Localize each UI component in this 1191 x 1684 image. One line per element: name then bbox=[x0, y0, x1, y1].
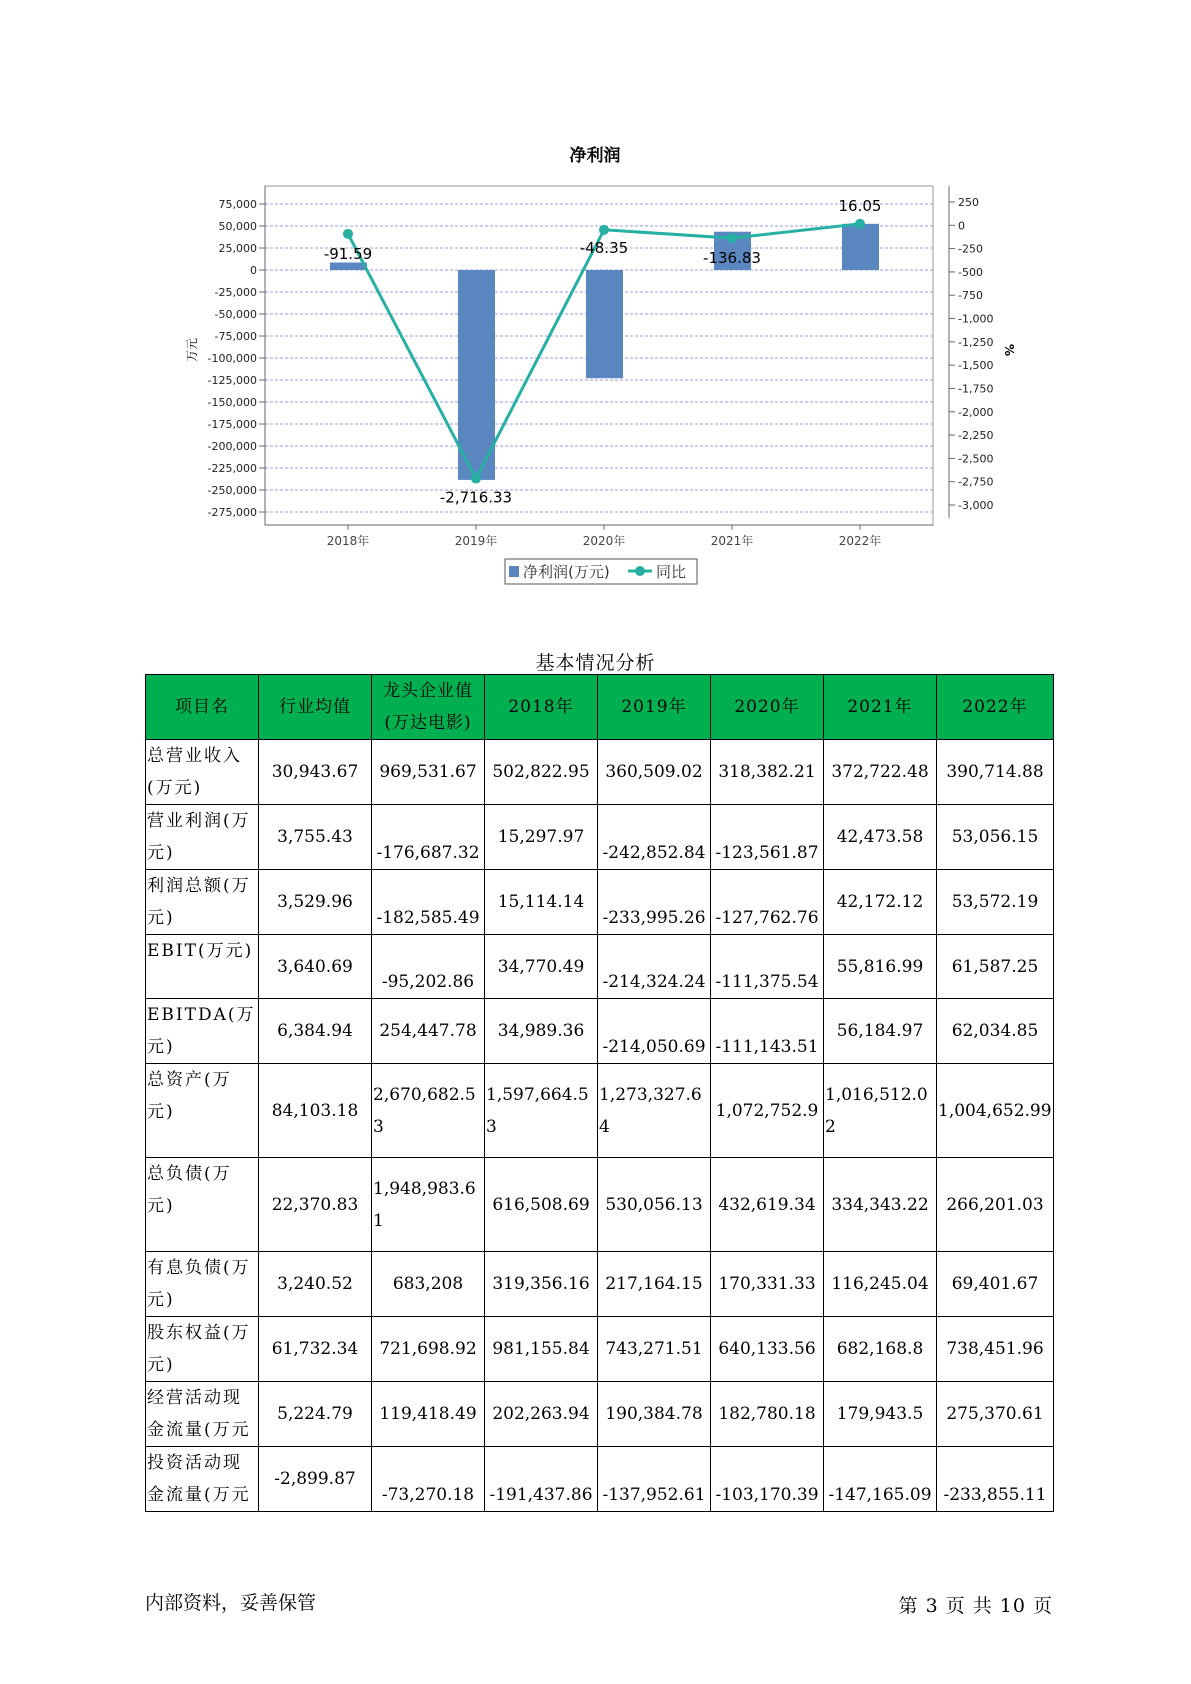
left-tick-label: 75,000 bbox=[218, 198, 257, 211]
value-cell: 53,572.19 bbox=[937, 870, 1054, 935]
table-title: 基本情况分析 bbox=[535, 652, 656, 674]
value-cell: 1,273,327.64 bbox=[598, 1064, 711, 1158]
table-header-row bbox=[146, 675, 1054, 740]
right-tick-label: -1,000 bbox=[958, 312, 994, 326]
row-label: 利润总额(万元) bbox=[146, 870, 259, 935]
value-cell: 1,004,652.99 bbox=[937, 1064, 1054, 1158]
row-label: EBIT(万元) bbox=[146, 935, 259, 999]
right-tick-label: -2,750 bbox=[958, 475, 994, 489]
value-cell: 62,034.85 bbox=[937, 999, 1054, 1064]
value-cell: 1,072,752.9 bbox=[711, 1064, 824, 1158]
footer-confidential-note: 内部资料，妥善保管 bbox=[145, 1592, 317, 1614]
left-tick-label: 50,000 bbox=[218, 220, 257, 233]
value-cell: -176,687.32 bbox=[372, 805, 485, 870]
value-cell: 61,732.34 bbox=[259, 1317, 372, 1382]
value-cell: 390,714.88 bbox=[937, 740, 1054, 805]
table-row bbox=[146, 1064, 1054, 1158]
left-tick-label: -25,000 bbox=[214, 286, 257, 299]
value-cell: 432,619.34 bbox=[711, 1158, 824, 1252]
right-tick-label: -1,750 bbox=[958, 382, 994, 396]
row-label: 经营活动现金流量(万元 bbox=[146, 1382, 259, 1447]
row-label: 有息负债(万元) bbox=[146, 1252, 259, 1317]
value-cell: 683,208 bbox=[372, 1252, 485, 1317]
value-cell: 179,943.5 bbox=[824, 1382, 937, 1447]
value-cell: 1,016,512.02 bbox=[824, 1064, 937, 1158]
table-row bbox=[146, 1158, 1054, 1252]
value-cell: -103,170.39 bbox=[711, 1447, 824, 1512]
left-tick-label: -250,000 bbox=[207, 484, 257, 497]
value-cell: 616,508.69 bbox=[485, 1158, 598, 1252]
row-label: 总资产(万元) bbox=[146, 1064, 259, 1158]
left-tick-label: -150,000 bbox=[207, 396, 257, 409]
left-axis-title: 万元 bbox=[185, 337, 199, 363]
table-row bbox=[146, 740, 1054, 805]
value-cell: -137,952.61 bbox=[598, 1447, 711, 1512]
right-tick-label: -3,000 bbox=[958, 499, 994, 512]
right-tick-label: -2,250 bbox=[958, 429, 994, 443]
value-cell: 56,184.97 bbox=[824, 999, 937, 1064]
table-row bbox=[146, 805, 1054, 870]
table-row bbox=[146, 870, 1054, 935]
value-cell: 530,056.13 bbox=[598, 1158, 711, 1252]
value-cell: -2,899.87 bbox=[259, 1447, 372, 1512]
yoy-data-label: -48.35 bbox=[579, 238, 629, 257]
value-cell: 42,473.58 bbox=[824, 805, 937, 870]
value-cell: 55,816.99 bbox=[824, 935, 937, 999]
row-label: 投资活动现金流量(万元 bbox=[146, 1447, 259, 1512]
value-cell: 1,948,983.61 bbox=[372, 1158, 485, 1252]
left-tick-label: -275,000 bbox=[207, 506, 257, 519]
value-cell: 30,943.67 bbox=[259, 740, 372, 805]
value-cell: -111,143.51 bbox=[711, 999, 824, 1064]
value-cell: 640,133.56 bbox=[711, 1317, 824, 1382]
left-tick-label: -175,000 bbox=[207, 418, 257, 431]
header-cell: 龙头企业值(万达电影) bbox=[372, 675, 485, 740]
value-cell: -191,437.86 bbox=[485, 1447, 598, 1512]
value-cell: 266,201.03 bbox=[937, 1158, 1054, 1252]
header-cell: 2022年 bbox=[937, 675, 1054, 740]
value-cell: -233,855.11 bbox=[937, 1447, 1054, 1512]
value-cell: 84,103.18 bbox=[259, 1064, 372, 1158]
value-cell: 2,670,682.53 bbox=[372, 1064, 485, 1158]
x-tick-label: 2020年 bbox=[582, 534, 626, 548]
value-cell: 319,356.16 bbox=[485, 1252, 598, 1317]
yoy-point bbox=[471, 474, 481, 484]
footer-page-number: 第 3 页 共 10 页 bbox=[898, 1595, 1053, 1617]
legend-bar-swatch bbox=[509, 566, 519, 577]
table-row bbox=[146, 1382, 1054, 1447]
value-cell: 34,989.36 bbox=[485, 999, 598, 1064]
net-profit-chart bbox=[0, 0, 1191, 600]
value-cell: 119,418.49 bbox=[372, 1382, 485, 1447]
value-cell: 69,401.67 bbox=[937, 1252, 1054, 1317]
bar bbox=[586, 270, 623, 378]
value-cell: -95,202.86 bbox=[372, 935, 485, 999]
value-cell: 190,384.78 bbox=[598, 1382, 711, 1447]
x-tick-label: 2019年 bbox=[454, 534, 498, 548]
yoy-data-label: -2,716.33 bbox=[439, 488, 513, 507]
value-cell: 116,245.04 bbox=[824, 1252, 937, 1317]
value-cell: -147,165.09 bbox=[824, 1447, 937, 1512]
value-cell: 3,240.52 bbox=[259, 1252, 372, 1317]
value-cell: 721,698.92 bbox=[372, 1317, 485, 1382]
x-tick-label: 2022年 bbox=[838, 534, 882, 548]
value-cell: -233,995.26 bbox=[598, 870, 711, 935]
value-cell: 202,263.94 bbox=[485, 1382, 598, 1447]
value-cell: -214,324.24 bbox=[598, 935, 711, 999]
yoy-data-label: 16.05 bbox=[838, 196, 882, 215]
right-tick-label: 250 bbox=[958, 196, 979, 209]
row-label: 总负债(万元) bbox=[146, 1158, 259, 1252]
left-tick-label: -100,000 bbox=[207, 352, 257, 365]
yoy-data-label: -136.83 bbox=[703, 249, 761, 268]
right-tick-label: -2,000 bbox=[958, 405, 994, 419]
value-cell: 15,114.14 bbox=[485, 870, 598, 935]
value-cell: 22,370.83 bbox=[259, 1158, 372, 1252]
value-cell: 61,587.25 bbox=[937, 935, 1054, 999]
value-cell: 254,447.78 bbox=[372, 999, 485, 1064]
value-cell: -182,585.49 bbox=[372, 870, 485, 935]
row-label: 总营业收入(万元) bbox=[146, 740, 259, 805]
bar bbox=[458, 270, 495, 480]
value-cell: 360,509.02 bbox=[598, 740, 711, 805]
value-cell: 372,722.48 bbox=[824, 740, 937, 805]
legend-line-label: 同比 bbox=[656, 563, 687, 581]
value-cell: -111,375.54 bbox=[711, 935, 824, 999]
legend-line-marker bbox=[635, 566, 645, 576]
bar bbox=[842, 224, 879, 270]
value-cell: 1,597,664.53 bbox=[485, 1064, 598, 1158]
value-cell: 3,755.43 bbox=[259, 805, 372, 870]
value-cell: 682,168.8 bbox=[824, 1317, 937, 1382]
right-tick-label: 0 bbox=[958, 219, 965, 233]
left-tick-label: -75,000 bbox=[214, 330, 257, 343]
value-cell: 738,451.96 bbox=[937, 1317, 1054, 1382]
value-cell: 981,155.84 bbox=[485, 1317, 598, 1382]
table-row bbox=[146, 1252, 1054, 1317]
header-cell: 行业均值 bbox=[259, 675, 372, 740]
left-tick-label: -125,000 bbox=[207, 374, 257, 387]
header-cell: 2020年 bbox=[711, 675, 824, 740]
yoy-point bbox=[343, 229, 353, 239]
yoy-point bbox=[855, 219, 865, 229]
left-tick-label: -50,000 bbox=[214, 308, 257, 321]
value-cell: 170,331.33 bbox=[711, 1252, 824, 1317]
left-tick-label: -225,000 bbox=[207, 462, 257, 475]
value-cell: 3,529.96 bbox=[259, 870, 372, 935]
value-cell: 15,297.97 bbox=[485, 805, 598, 870]
right-tick-label: -1,250 bbox=[958, 335, 994, 349]
table-row bbox=[146, 1447, 1054, 1512]
left-tick-label: 0 bbox=[250, 264, 257, 277]
value-cell: -214,050.69 bbox=[598, 999, 711, 1064]
value-cell: -73,270.18 bbox=[372, 1447, 485, 1512]
right-tick-label: -500 bbox=[958, 265, 983, 279]
value-cell: 6,384.94 bbox=[259, 999, 372, 1064]
right-tick-label: -2,500 bbox=[958, 452, 994, 466]
value-cell: 3,640.69 bbox=[259, 935, 372, 999]
x-tick-label: 2021年 bbox=[710, 534, 754, 548]
basic-analysis-table bbox=[145, 674, 1054, 1512]
header-cell: 项目名 bbox=[146, 675, 259, 740]
row-label: 股东权益(万元) bbox=[146, 1317, 259, 1382]
row-label: EBITDA(万元) bbox=[146, 999, 259, 1064]
left-tick-label: 25,000 bbox=[218, 242, 257, 255]
right-tick-label: -750 bbox=[958, 289, 983, 303]
value-cell: 217,164.15 bbox=[598, 1252, 711, 1317]
header-cell: 2019年 bbox=[598, 675, 711, 740]
table-row bbox=[146, 999, 1054, 1064]
value-cell: 502,822.95 bbox=[485, 740, 598, 805]
value-cell: 969,531.67 bbox=[372, 740, 485, 805]
value-cell: 743,271.51 bbox=[598, 1317, 711, 1382]
x-tick-label: 2018年 bbox=[326, 534, 370, 548]
yoy-data-label: -91.59 bbox=[323, 244, 373, 263]
value-cell: -123,561.87 bbox=[711, 805, 824, 870]
value-cell: -127,762.76 bbox=[711, 870, 824, 935]
row-label: 营业利润(万元) bbox=[146, 805, 259, 870]
yoy-point bbox=[727, 233, 737, 243]
right-tick-label: -250 bbox=[958, 242, 983, 256]
legend-bar-label: 净利润(万元) bbox=[523, 563, 610, 581]
header-cell: 2021年 bbox=[824, 675, 937, 740]
yoy-point bbox=[599, 225, 609, 235]
bar bbox=[330, 263, 367, 270]
left-tick-label: -200,000 bbox=[207, 440, 257, 453]
value-cell: 182,780.18 bbox=[711, 1382, 824, 1447]
chart-title: 净利润 bbox=[569, 146, 621, 166]
value-cell: -242,852.84 bbox=[598, 805, 711, 870]
right-axis-title: % bbox=[1002, 343, 1016, 357]
value-cell: 34,770.49 bbox=[485, 935, 598, 999]
value-cell: 5,224.79 bbox=[259, 1382, 372, 1447]
value-cell: 53,056.15 bbox=[937, 805, 1054, 870]
header-cell: 2018年 bbox=[485, 675, 598, 740]
value-cell: 318,382.21 bbox=[711, 740, 824, 805]
value-cell: 42,172.12 bbox=[824, 870, 937, 935]
table-row bbox=[146, 935, 1054, 999]
table-row bbox=[146, 1317, 1054, 1382]
right-tick-label: -1,500 bbox=[958, 359, 994, 373]
value-cell: 275,370.61 bbox=[937, 1382, 1054, 1447]
value-cell: 334,343.22 bbox=[824, 1158, 937, 1252]
